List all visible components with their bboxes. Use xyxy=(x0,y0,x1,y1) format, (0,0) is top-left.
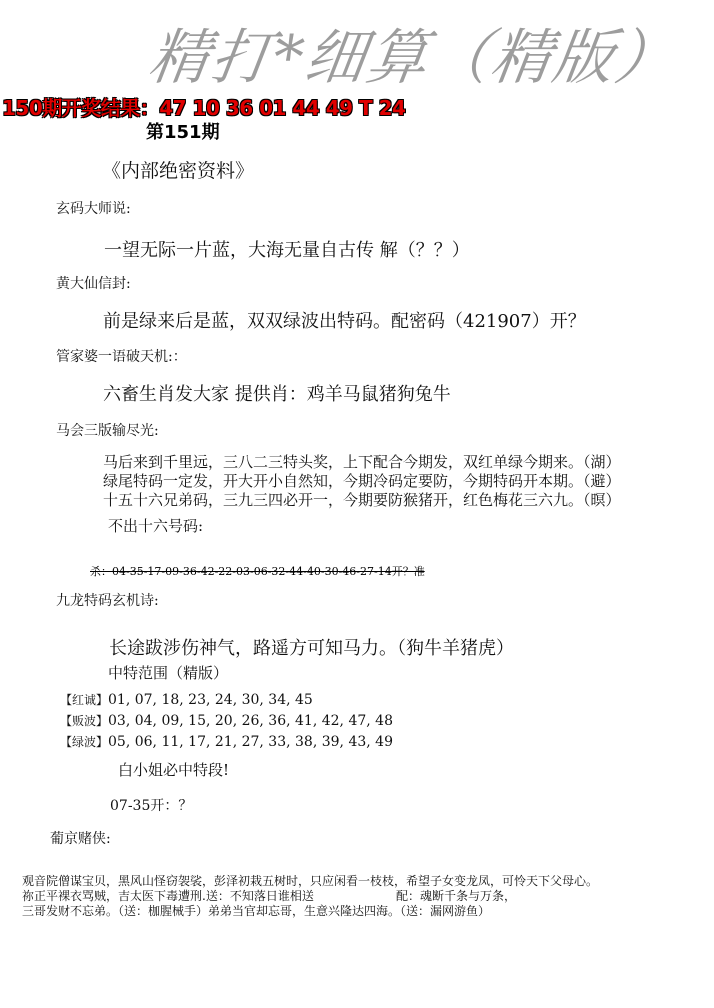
section-label-huang: 黄大仙信封: xyxy=(56,276,131,292)
section-content-huang: 前是绿来后是蓝，双双绿波出特码。配密码（421907）开？ xyxy=(103,311,586,332)
poem-line: 十五十六兄弟码，三九三四必开一，今期要防猴猪开，红色梅花三六九。（暝） xyxy=(103,491,621,509)
section-content-xuanma: 一望无际一片蓝，大海无量自古传 解（？？） xyxy=(104,240,470,261)
footer-line: 配：魂断千条与万条， xyxy=(396,889,517,903)
section-label-xuanma: 玄码大师说: xyxy=(56,201,131,217)
range-row-numbers: 03, 04, 09, 15, 20, 26, 36, 41, 42, 47, 48 xyxy=(108,713,393,729)
section-content-guanjia: 六畜生肖发大家 提供肖：鸡羊马鼠猪狗兔牛 xyxy=(103,384,451,405)
section-label-guanjia: 管家婆一语破天机:： xyxy=(56,349,187,365)
poem-line: 绿尾特码一定发，开大开小自然知，今期冷码定要防，今期特码开本期。（避） xyxy=(103,472,621,490)
document-title: 《内部绝密资料》 xyxy=(102,160,255,182)
footer-line: 祢正平裸衣骂贼，吉太医下毒遭刑.送：不知落日谁相送 xyxy=(22,889,314,903)
range-row-tag: 【贩波】 xyxy=(60,714,109,728)
baixiaojie-line: 白小姐必中特段! xyxy=(118,761,230,779)
footer-line: 观音院僧谋宝贝，黑风山怪窃袈裟，彭泽初栽五树时，只应闲看一枝枝，希望子女变龙凤，可怜天下父母心。 xyxy=(22,874,599,888)
range-row-tag: 【绿波】 xyxy=(60,735,109,749)
section-content-jiulong: 长途跋涉伤神气，路遥方可知马力。（狗牛羊猪虎） xyxy=(109,638,514,659)
range-title: 中特范围（精版） xyxy=(108,664,229,682)
range-row-numbers: 05, 06, 11, 17, 21, 27, 33, 38, 39, 43, 49 xyxy=(108,734,393,750)
kill-numbers-line: 杀：04-35-17-09-36-42-22-03-06-32-44-40-30-46-27-14开？准 xyxy=(90,565,425,578)
guess-line: 07-35开：？ xyxy=(110,798,193,814)
range-row xyxy=(60,733,393,750)
section-label-jiulong: 九龙特码玄机诗: xyxy=(56,593,159,609)
draw-result-banner: 150期开奖结果：47 10 36 01 44 49 T 24 xyxy=(2,96,406,120)
range-row-tag: 【红诚】 xyxy=(60,693,109,707)
header-logo: 精打*细算（精版） xyxy=(144,23,683,93)
section-label-pujing: 葡京赌侠: xyxy=(50,831,111,847)
poem-line: 马后来到千里远，三八二三特头奖，上下配合今期发，双红单绿今期来。（湖） xyxy=(103,453,621,471)
range-row xyxy=(60,691,313,708)
range-row xyxy=(60,712,393,729)
section-label-mahui: 马会三版输尽光: xyxy=(56,423,159,439)
range-row-numbers: 01, 07, 18, 23, 24, 30, 34, 45 xyxy=(108,692,313,708)
footer-line: 三哥发财不忘弟。（送：枷腥械手）弟弟当官却忘哥，生意兴隆达四海。（送：漏网游鱼） xyxy=(22,904,491,918)
section-sub-mahui: 不出十六号码: xyxy=(108,517,204,535)
issue-number: 第151期 xyxy=(146,122,220,143)
